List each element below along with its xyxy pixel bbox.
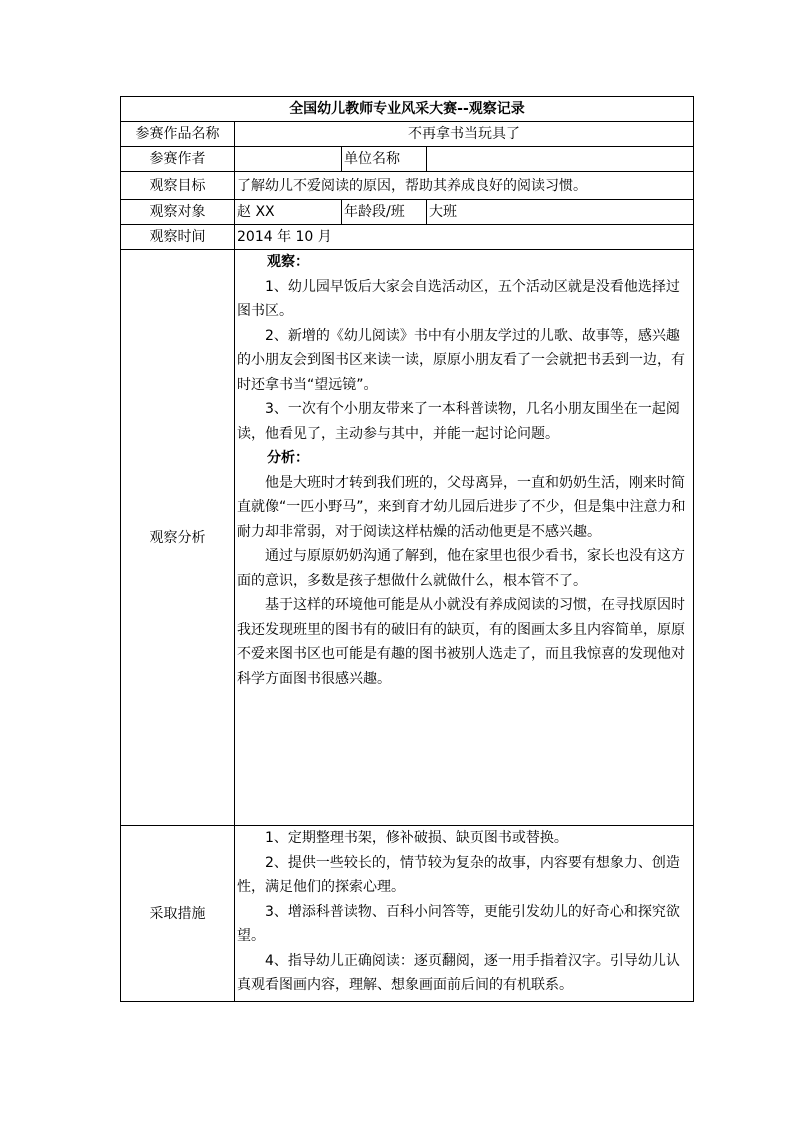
time-value: 2014 年 10 月 (235, 225, 694, 250)
analysis-paragraph: 通过与原原奶奶沟通了解到，他在家里也很少看书，家长也没有这方面的意识，多数是孩子想做什么就做什么，根本管不了。 (237, 548, 685, 589)
analysis-content (235, 250, 694, 826)
goal-value: 了解幼儿不爱阅读的原因，帮助其养成良好的阅读习惯。 (235, 172, 694, 200)
measure-paragraph: 1、定期整理书架，修补破损、缺页图书或替换。 (265, 830, 568, 846)
work-name-value: 不再拿书当玩具了 (235, 122, 694, 147)
page-title: 全国幼儿教师专业风采大赛--观察记录 (121, 97, 694, 122)
analysis-paragraph: 他是大班时才转到我们班的，父母离异，一直和奶奶生活，刚来时简直就像“一匹小野马”，来到育才幼儿园后进步了不少，但是集中注意力和耐力却非常弱，对于阅读这样枯燥的活动他更是不感兴趣。 (237, 474, 686, 540)
measure-paragraph: 4、指导幼儿正确阅读：逐页翻阅，逐一用手指着汉字。引导幼儿认真观看图画内容，理解、想象画面前后间的有机联系。 (237, 952, 680, 993)
author-value (235, 147, 342, 172)
goal-label: 观察目标 (121, 172, 235, 200)
subject-row (121, 200, 694, 225)
work-name-label: 参赛作品名称 (121, 122, 235, 147)
author-row (121, 147, 694, 172)
observe-paragraph: 3、一次有个小朋友带来了一本科普读物，几名小朋友围坐在一起阅读，他看见了，主动参与其中，并能一起讨论问题。 (237, 401, 680, 442)
author-label: 参赛作者 (121, 147, 235, 172)
unit-label: 单位名称 (342, 147, 427, 172)
measures-content (235, 826, 694, 1002)
analysis-row (121, 250, 694, 826)
observe-heading: 观察： (267, 254, 309, 270)
measures-row (121, 826, 694, 1002)
goal-row (121, 172, 694, 200)
measures-label: 采取措施 (121, 826, 235, 1002)
measure-paragraph: 2、提供一些较长的，情节较为复杂的故事，内容要有想象力、创造性，满足他们的探索心理。 (237, 854, 680, 895)
observe-paragraph: 2、新增的《幼儿阅读》书中有小朋友学过的儿歌、故事等，感兴趣的小朋友会到图书区来读一读，原原小朋友看了一会就把书丢到一边，有时还拿书当“望远镜”。 (237, 327, 685, 393)
observe-paragraph: 1、幼儿园早饭后大家会自选活动区，五个活动区就是没看他选择过图书区。 (237, 278, 680, 319)
subject-label: 观察对象 (121, 200, 235, 225)
time-label: 观察时间 (121, 225, 235, 250)
work-name-row (121, 122, 694, 147)
analysis-label: 观察分析 (121, 250, 235, 826)
observation-record-table (120, 96, 694, 1002)
analysis-paragraph: 基于这样的环境他可能是从小就没有养成阅读的习惯，在寻找原因时我还发现班里的图书有的破旧有的缺页，有的图画太多且内容简单，原原不爱来图书区也可能是有趣的图书被别人选走了，而且我惊喜的发现他对科学方面图书很感兴趣。 (237, 597, 685, 687)
title-row (121, 97, 694, 122)
unit-value (427, 147, 694, 172)
time-row (121, 225, 694, 250)
subject-value: 赵 XX (235, 200, 342, 225)
age-label: 年龄段/班 (342, 200, 427, 225)
analysis-heading: 分析： (267, 450, 309, 466)
age-value: 大班 (427, 200, 694, 225)
measure-paragraph: 3、增添科普读物、百科小问答等，更能引发幼儿的好奇心和探究欲望。 (237, 903, 680, 944)
